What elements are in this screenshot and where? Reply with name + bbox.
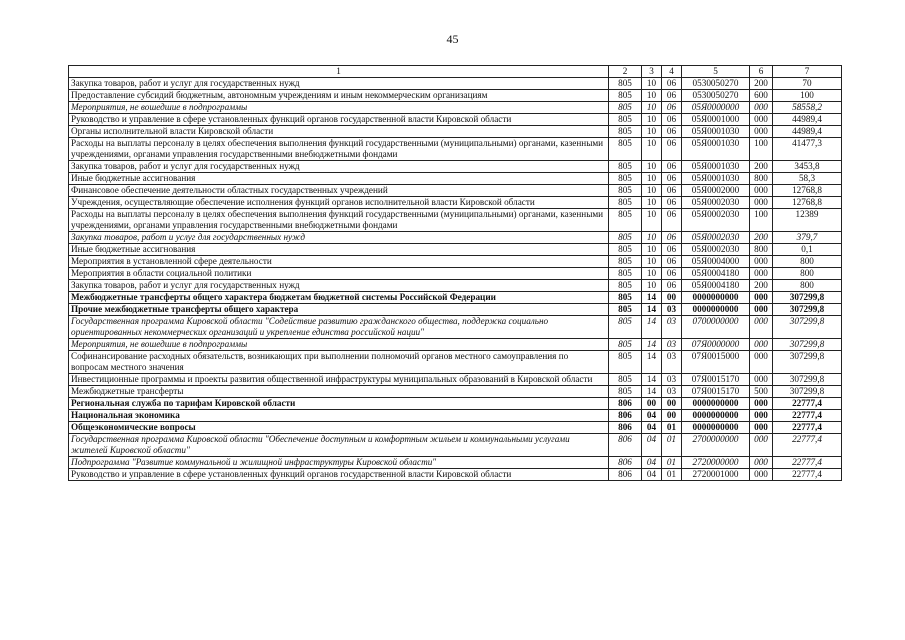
table-row bbox=[69, 292, 842, 304]
expense-name-cell: Расходы на выплаты персоналу в целях обеспечения выполнения функций государственными (муниципальными) органами, казенными учреждениями, органами управления государственными внебюджетными фондами bbox=[69, 138, 609, 161]
target-article-cell: 0700000000 bbox=[682, 316, 750, 339]
ministry-code-cell: 806 bbox=[609, 457, 642, 469]
target-article-cell: 0530050270 bbox=[682, 78, 750, 90]
table-row bbox=[69, 90, 842, 102]
amount-cell: 12768,8 bbox=[773, 185, 842, 197]
target-article-cell: 2720001000 bbox=[682, 469, 750, 481]
ministry-code-cell: 805 bbox=[609, 126, 642, 138]
target-article-cell: 05Я0004180 bbox=[682, 268, 750, 280]
table-row bbox=[69, 102, 842, 114]
amount-cell: 22777,4 bbox=[773, 410, 842, 422]
section-code-cell: 10 bbox=[642, 268, 662, 280]
amount-cell: 58,3 bbox=[773, 173, 842, 185]
ministry-code-cell: 805 bbox=[609, 351, 642, 374]
table-row bbox=[69, 197, 842, 209]
subsection-code-cell: 00 bbox=[662, 292, 682, 304]
amount-cell: 307299,8 bbox=[773, 304, 842, 316]
section-code-cell: 14 bbox=[642, 386, 662, 398]
amount-cell: 22777,4 bbox=[773, 422, 842, 434]
target-article-cell: 05Я0004180 bbox=[682, 280, 750, 292]
subsection-code-cell: 03 bbox=[662, 304, 682, 316]
subsection-code-cell: 03 bbox=[662, 374, 682, 386]
target-article-cell: 05Я0001030 bbox=[682, 126, 750, 138]
table-row bbox=[69, 161, 842, 173]
expense-type-cell: 000 bbox=[750, 197, 773, 209]
expense-type-cell: 100 bbox=[750, 209, 773, 232]
target-article-cell: 05Я0001000 bbox=[682, 114, 750, 126]
subsection-code-cell: 06 bbox=[662, 256, 682, 268]
section-code-cell: 10 bbox=[642, 78, 662, 90]
target-article-cell: 2720000000 bbox=[682, 457, 750, 469]
target-article-cell: 05Я0002030 bbox=[682, 232, 750, 244]
section-code-cell: 10 bbox=[642, 90, 662, 102]
expense-type-cell: 000 bbox=[750, 339, 773, 351]
expense-type-cell: 000 bbox=[750, 410, 773, 422]
ministry-code-cell: 805 bbox=[609, 244, 642, 256]
expense-name-cell: Межбюджетные трансферты общего характера бюджетам бюджетной системы Российской Федерации bbox=[69, 292, 609, 304]
table-row bbox=[69, 78, 842, 90]
table-row bbox=[69, 422, 842, 434]
expense-name-cell: Общеэкономические вопросы bbox=[69, 422, 609, 434]
target-article-cell: 0000000000 bbox=[682, 410, 750, 422]
table-row bbox=[69, 386, 842, 398]
table-row bbox=[69, 173, 842, 185]
amount-cell: 307299,8 bbox=[773, 374, 842, 386]
target-article-cell: 07Я0015170 bbox=[682, 386, 750, 398]
expense-name-cell: Органы исполнительной власти Кировской области bbox=[69, 126, 609, 138]
expense-type-cell: 000 bbox=[750, 102, 773, 114]
amount-cell: 22777,4 bbox=[773, 398, 842, 410]
expense-type-cell: 000 bbox=[750, 422, 773, 434]
expense-name-cell: Предоставление субсидий бюджетным, автономным учреждениям и иным некоммерческим организациям bbox=[69, 90, 609, 102]
ministry-code-cell: 805 bbox=[609, 78, 642, 90]
subsection-code-cell: 03 bbox=[662, 339, 682, 351]
subsection-code-cell: 06 bbox=[662, 161, 682, 173]
subsection-code-cell: 03 bbox=[662, 351, 682, 374]
amount-cell: 58558,2 bbox=[773, 102, 842, 114]
table-row bbox=[69, 209, 842, 232]
subsection-code-cell: 06 bbox=[662, 114, 682, 126]
amount-cell: 307299,8 bbox=[773, 316, 842, 339]
section-code-cell: 04 bbox=[642, 469, 662, 481]
section-code-cell: 10 bbox=[642, 209, 662, 232]
amount-cell: 100 bbox=[773, 90, 842, 102]
ministry-code-cell: 806 bbox=[609, 469, 642, 481]
ministry-code-cell: 806 bbox=[609, 398, 642, 410]
expense-name-cell: Закупка товаров, работ и услуг для государственных нужд bbox=[69, 78, 609, 90]
expense-name-cell: Учреждения, осуществляющие обеспечение исполнения функций органов исполнительной власти Кировской области bbox=[69, 197, 609, 209]
target-article-cell: 0000000000 bbox=[682, 398, 750, 410]
expense-type-cell: 000 bbox=[750, 292, 773, 304]
column-header: 5 bbox=[682, 66, 750, 78]
section-code-cell: 10 bbox=[642, 256, 662, 268]
table-row bbox=[69, 304, 842, 316]
target-article-cell: 2700000000 bbox=[682, 434, 750, 457]
target-article-cell: 05Я0001030 bbox=[682, 138, 750, 161]
subsection-code-cell: 03 bbox=[662, 386, 682, 398]
table-row bbox=[69, 374, 842, 386]
subsection-code-cell: 06 bbox=[662, 102, 682, 114]
expense-name-cell: Закупка товаров, работ и услуг для государственных нужд bbox=[69, 232, 609, 244]
expense-name-cell: Иные бюджетные ассигнования bbox=[69, 244, 609, 256]
amount-cell: 800 bbox=[773, 268, 842, 280]
column-header: 7 bbox=[773, 66, 842, 78]
column-header: 3 bbox=[642, 66, 662, 78]
table-row bbox=[69, 126, 842, 138]
section-code-cell: 14 bbox=[642, 316, 662, 339]
amount-cell: 44989,4 bbox=[773, 114, 842, 126]
target-article-cell: 07Я0015000 bbox=[682, 351, 750, 374]
subsection-code-cell: 06 bbox=[662, 268, 682, 280]
section-code-cell: 10 bbox=[642, 138, 662, 161]
section-code-cell: 10 bbox=[642, 185, 662, 197]
table-row bbox=[69, 457, 842, 469]
section-code-cell: 04 bbox=[642, 434, 662, 457]
section-code-cell: 10 bbox=[642, 232, 662, 244]
table-row bbox=[69, 469, 842, 481]
subsection-code-cell: 06 bbox=[662, 244, 682, 256]
table-row bbox=[69, 244, 842, 256]
expense-type-cell: 800 bbox=[750, 173, 773, 185]
table-header-row bbox=[69, 66, 842, 78]
amount-cell: 3453,8 bbox=[773, 161, 842, 173]
table-row bbox=[69, 232, 842, 244]
expense-name-cell: Прочие межбюджетные трансферты общего характера bbox=[69, 304, 609, 316]
table-row bbox=[69, 398, 842, 410]
expense-name-cell: Подпрограмма "Развитие коммунальной и жилищной инфраструктуры Кировской области" bbox=[69, 457, 609, 469]
table-row bbox=[69, 410, 842, 422]
subsection-code-cell: 06 bbox=[662, 90, 682, 102]
amount-cell: 22777,4 bbox=[773, 457, 842, 469]
expense-type-cell: 000 bbox=[750, 304, 773, 316]
subsection-code-cell: 01 bbox=[662, 457, 682, 469]
ministry-code-cell: 805 bbox=[609, 339, 642, 351]
target-article-cell: 05Я0001030 bbox=[682, 161, 750, 173]
expense-name-cell: Государственная программа Кировской области "Обеспечение доступным и комфортным жильем и коммунальными услугами жителей Кировской области" bbox=[69, 434, 609, 457]
expense-name-cell: Расходы на выплаты персоналу в целях обеспечения выполнения функций государственными (муниципальными) органами, казенными учреждениями, органами управления государственными внебюджетными фондами bbox=[69, 209, 609, 232]
table-row bbox=[69, 256, 842, 268]
expense-name-cell: Руководство и управление в сфере установленных функций органов государственной власти Кировской области bbox=[69, 469, 609, 481]
target-article-cell: 0530050270 bbox=[682, 90, 750, 102]
section-code-cell: 14 bbox=[642, 304, 662, 316]
amount-cell: 41477,3 bbox=[773, 138, 842, 161]
target-article-cell: 07Я0015170 bbox=[682, 374, 750, 386]
table-row bbox=[69, 339, 842, 351]
section-code-cell: 10 bbox=[642, 280, 662, 292]
expense-type-cell: 000 bbox=[750, 469, 773, 481]
target-article-cell: 05Я0001030 bbox=[682, 173, 750, 185]
expense-name-cell: Мероприятия в установленной сфере деятельности bbox=[69, 256, 609, 268]
table-row bbox=[69, 280, 842, 292]
table-row bbox=[69, 316, 842, 339]
section-code-cell: 04 bbox=[642, 410, 662, 422]
section-code-cell: 10 bbox=[642, 244, 662, 256]
section-code-cell: 10 bbox=[642, 102, 662, 114]
ministry-code-cell: 805 bbox=[609, 102, 642, 114]
section-code-cell: 14 bbox=[642, 351, 662, 374]
target-article-cell: 05Я0002030 bbox=[682, 244, 750, 256]
expense-name-cell: Межбюджетные трансферты bbox=[69, 386, 609, 398]
table-row bbox=[69, 114, 842, 126]
expense-name-cell: Руководство и управление в сфере установленных функций органов государственной власти Кировской области bbox=[69, 114, 609, 126]
ministry-code-cell: 805 bbox=[609, 90, 642, 102]
expense-type-cell: 000 bbox=[750, 114, 773, 126]
ministry-code-cell: 805 bbox=[609, 173, 642, 185]
ministry-code-cell: 805 bbox=[609, 232, 642, 244]
subsection-code-cell: 01 bbox=[662, 469, 682, 481]
ministry-code-cell: 805 bbox=[609, 386, 642, 398]
expense-name-cell: Региональная служба по тарифам Кировской области bbox=[69, 398, 609, 410]
section-code-cell: 10 bbox=[642, 197, 662, 209]
expense-name-cell: Софинансирование расходных обязательств, возникающих при выполнении полномочий органов местного самоуправления по вопросам местного значения bbox=[69, 351, 609, 374]
amount-cell: 12389 bbox=[773, 209, 842, 232]
ministry-code-cell: 805 bbox=[609, 197, 642, 209]
expense-type-cell: 200 bbox=[750, 232, 773, 244]
subsection-code-cell: 06 bbox=[662, 78, 682, 90]
subsection-code-cell: 06 bbox=[662, 185, 682, 197]
expense-name-cell: Мероприятия, не вошедшие в подпрограммы bbox=[69, 102, 609, 114]
subsection-code-cell: 06 bbox=[662, 173, 682, 185]
expense-name-cell: Инвестиционные программы и проекты развития общественной инфраструктуры муниципальных образований в Кировской области bbox=[69, 374, 609, 386]
budget-table bbox=[68, 65, 842, 481]
section-code-cell: 14 bbox=[642, 292, 662, 304]
subsection-code-cell: 06 bbox=[662, 280, 682, 292]
table-row bbox=[69, 268, 842, 280]
section-code-cell: 10 bbox=[642, 161, 662, 173]
table-row bbox=[69, 434, 842, 457]
page-number: 45 bbox=[446, 32, 459, 46]
amount-cell: 70 bbox=[773, 78, 842, 90]
expense-type-cell: 800 bbox=[750, 244, 773, 256]
expense-name-cell: Финансовое обеспечение деятельности областных государственных учреждений bbox=[69, 185, 609, 197]
expense-type-cell: 600 bbox=[750, 90, 773, 102]
expense-type-cell: 000 bbox=[750, 374, 773, 386]
section-code-cell: 14 bbox=[642, 374, 662, 386]
target-article-cell: 05Я0004000 bbox=[682, 256, 750, 268]
expense-name-cell: Иные бюджетные ассигнования bbox=[69, 173, 609, 185]
target-article-cell: 05Я0000000 bbox=[682, 102, 750, 114]
expense-name-cell: Закупка товаров, работ и услуг для государственных нужд bbox=[69, 280, 609, 292]
target-article-cell: 07Я0000000 bbox=[682, 339, 750, 351]
expense-type-cell: 000 bbox=[750, 256, 773, 268]
subsection-code-cell: 06 bbox=[662, 126, 682, 138]
amount-cell: 22777,4 bbox=[773, 469, 842, 481]
expense-name-cell: Закупка товаров, работ и услуг для государственных нужд bbox=[69, 161, 609, 173]
ministry-code-cell: 806 bbox=[609, 434, 642, 457]
section-code-cell: 04 bbox=[642, 457, 662, 469]
target-article-cell: 05Я0002030 bbox=[682, 209, 750, 232]
ministry-code-cell: 805 bbox=[609, 374, 642, 386]
column-header: 2 bbox=[609, 66, 642, 78]
subsection-code-cell: 06 bbox=[662, 232, 682, 244]
expense-type-cell: 200 bbox=[750, 78, 773, 90]
expense-name-cell: Государственная программа Кировской области "Содействие развитию гражданского общества, поддержка социально ориентированных некоммерческих организаций и укрепление единства российской нации" bbox=[69, 316, 609, 339]
expense-name-cell: Мероприятия, не вошедшие в подпрограммы bbox=[69, 339, 609, 351]
expense-type-cell: 000 bbox=[750, 398, 773, 410]
subsection-code-cell: 01 bbox=[662, 434, 682, 457]
ministry-code-cell: 805 bbox=[609, 304, 642, 316]
table-row bbox=[69, 138, 842, 161]
amount-cell: 379,7 bbox=[773, 232, 842, 244]
ministry-code-cell: 805 bbox=[609, 209, 642, 232]
expense-type-cell: 000 bbox=[750, 457, 773, 469]
section-code-cell: 10 bbox=[642, 126, 662, 138]
ministry-code-cell: 806 bbox=[609, 422, 642, 434]
amount-cell: 307299,8 bbox=[773, 292, 842, 304]
subsection-code-cell: 06 bbox=[662, 138, 682, 161]
column-header: 1 bbox=[69, 66, 609, 78]
expense-type-cell: 000 bbox=[750, 126, 773, 138]
table-row bbox=[69, 351, 842, 374]
ministry-code-cell: 806 bbox=[609, 410, 642, 422]
expense-type-cell: 200 bbox=[750, 280, 773, 292]
subsection-code-cell: 03 bbox=[662, 316, 682, 339]
section-code-cell: 04 bbox=[642, 422, 662, 434]
ministry-code-cell: 805 bbox=[609, 256, 642, 268]
section-code-cell: 14 bbox=[642, 339, 662, 351]
section-code-cell: 10 bbox=[642, 114, 662, 126]
ministry-code-cell: 805 bbox=[609, 316, 642, 339]
table-row bbox=[69, 185, 842, 197]
expense-name-cell: Национальная экономика bbox=[69, 410, 609, 422]
ministry-code-cell: 805 bbox=[609, 268, 642, 280]
ministry-code-cell: 805 bbox=[609, 161, 642, 173]
expense-type-cell: 000 bbox=[750, 268, 773, 280]
amount-cell: 44989,4 bbox=[773, 126, 842, 138]
section-code-cell: 00 bbox=[642, 398, 662, 410]
target-article-cell: 0000000000 bbox=[682, 292, 750, 304]
target-article-cell: 05Я0002000 bbox=[682, 185, 750, 197]
target-article-cell: 0000000000 bbox=[682, 304, 750, 316]
expense-type-cell: 000 bbox=[750, 316, 773, 339]
subsection-code-cell: 00 bbox=[662, 410, 682, 422]
amount-cell: 0,1 bbox=[773, 244, 842, 256]
section-code-cell: 10 bbox=[642, 173, 662, 185]
budget-table-body bbox=[69, 66, 842, 481]
subsection-code-cell: 06 bbox=[662, 209, 682, 232]
expense-type-cell: 500 bbox=[750, 386, 773, 398]
subsection-code-cell: 00 bbox=[662, 398, 682, 410]
amount-cell: 22777,4 bbox=[773, 434, 842, 457]
ministry-code-cell: 805 bbox=[609, 280, 642, 292]
column-header: 6 bbox=[750, 66, 773, 78]
ministry-code-cell: 805 bbox=[609, 114, 642, 126]
amount-cell: 12768,8 bbox=[773, 197, 842, 209]
target-article-cell: 0000000000 bbox=[682, 422, 750, 434]
ministry-code-cell: 805 bbox=[609, 185, 642, 197]
amount-cell: 307299,8 bbox=[773, 351, 842, 374]
expense-type-cell: 100 bbox=[750, 138, 773, 161]
amount-cell: 800 bbox=[773, 280, 842, 292]
subsection-code-cell: 01 bbox=[662, 422, 682, 434]
target-article-cell: 05Я0002030 bbox=[682, 197, 750, 209]
ministry-code-cell: 805 bbox=[609, 138, 642, 161]
expense-type-cell: 200 bbox=[750, 161, 773, 173]
expense-type-cell: 000 bbox=[750, 185, 773, 197]
column-header: 4 bbox=[662, 66, 682, 78]
expense-name-cell: Мероприятия в области социальной политики bbox=[69, 268, 609, 280]
expense-type-cell: 000 bbox=[750, 434, 773, 457]
amount-cell: 800 bbox=[773, 256, 842, 268]
amount-cell: 307299,8 bbox=[773, 386, 842, 398]
amount-cell: 307299,8 bbox=[773, 339, 842, 351]
subsection-code-cell: 06 bbox=[662, 197, 682, 209]
ministry-code-cell: 805 bbox=[609, 292, 642, 304]
expense-type-cell: 000 bbox=[750, 351, 773, 374]
